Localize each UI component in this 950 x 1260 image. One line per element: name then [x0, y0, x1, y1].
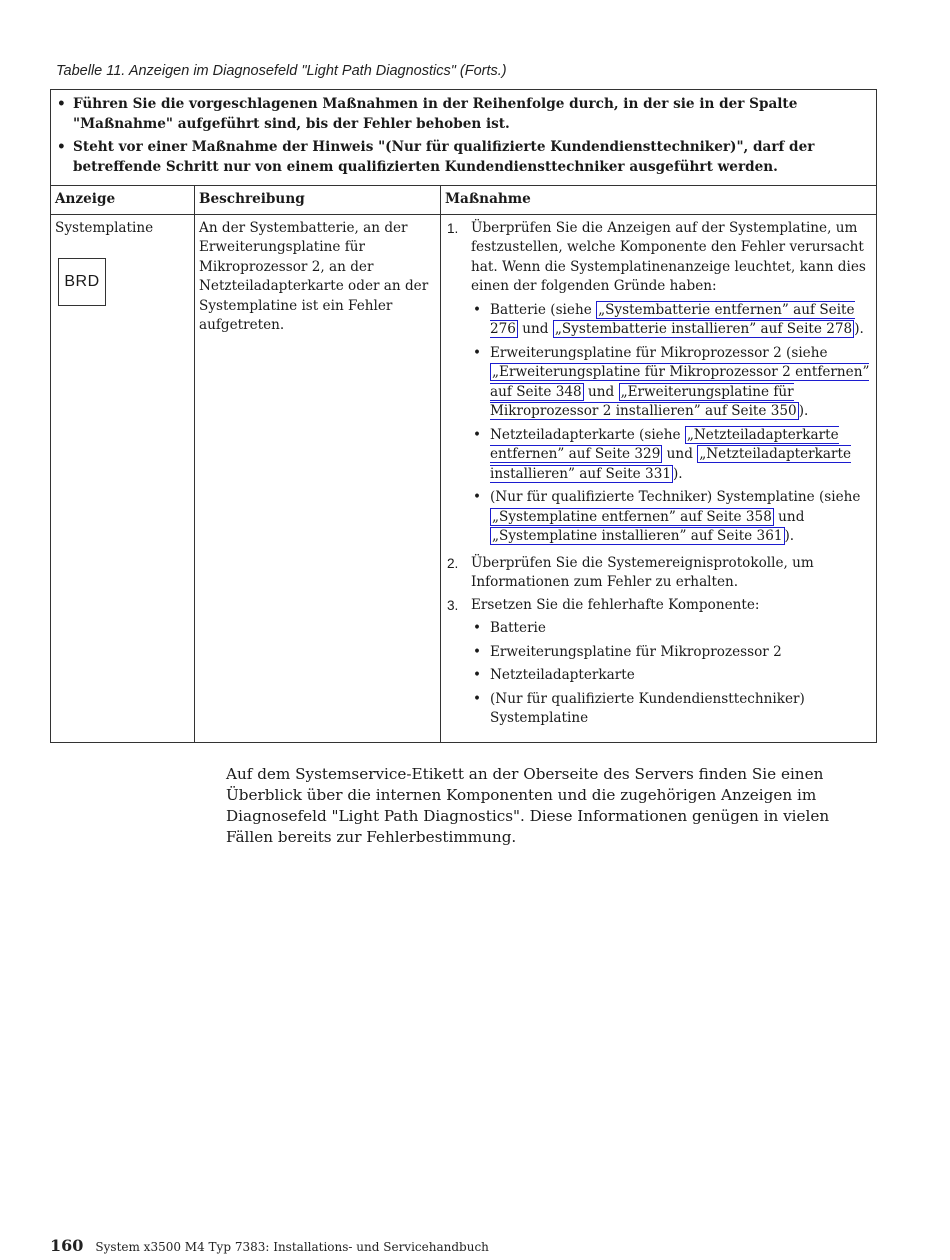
header-row — [51, 186, 877, 215]
table-row — [51, 214, 877, 742]
diagnostics-table — [50, 89, 877, 743]
item-text: und — [517, 321, 553, 337]
brd-indicator-icon — [58, 258, 106, 306]
bullet-icon: • — [473, 643, 482, 660]
list-item — [471, 426, 872, 485]
bullet-icon: • — [57, 139, 66, 155]
bullet-icon: • — [57, 96, 66, 112]
step-3 — [445, 596, 872, 733]
item-text: (Nur für qualifizierte Techniker) Systemplatine (siehe — [490, 489, 861, 505]
indicator-label: BRD — [64, 273, 100, 291]
list-item — [471, 666, 872, 686]
bullet-icon: • — [473, 690, 482, 707]
page-number: 160 — [50, 1236, 84, 1255]
note-item — [55, 138, 868, 177]
beschreibung-cell — [195, 214, 441, 742]
item-text: ). — [798, 403, 809, 419]
item-text: Erweiterungsplatine für Mikroprozessor 2 — [490, 643, 782, 660]
item-text: Batterie — [490, 620, 546, 636]
list-item — [471, 619, 872, 639]
step-text: Überprüfen Sie die Anzeigen auf der Systemplatine, um festzustellen, welche Komponente den Fehler verursacht hat. Wenn die Systemplatinenanzeige leuchtet, kann dies einen der folgenden Gründe haben: — [471, 219, 866, 294]
list-item — [471, 301, 872, 340]
header-beschreibung: Beschreibung — [195, 186, 441, 215]
bullet-icon: • — [473, 301, 482, 318]
list-item — [471, 344, 872, 422]
header-massnahme: Maßnahme — [441, 186, 877, 215]
step-number: 3. — [447, 597, 459, 613]
step-number: 1. — [447, 220, 459, 236]
item-text: Erweiterungsplatine für Mikroprozessor 2 (siehe — [490, 344, 828, 361]
bullet-icon: • — [473, 426, 482, 443]
body-paragraph: Auf dem Systemservice-Etikett an der Oberseite des Servers finden Sie einen Überblick über die internen Komponenten und die zugehörigen Anzeigen im Diagnosefeld "Light Path Diagnostics". Diese Informationen genügen in vielen Fällen bereits zur Fehlerbestimmung. — [226, 765, 830, 846]
item-text: Netzteiladapterkarte — [490, 667, 635, 683]
step-text: Ersetzen Sie die fehlerhafte Komponente: — [471, 596, 760, 613]
link-systembatterie-entfernen[interactable]: „Systembatterie entfernen” auf Seite 276 — [490, 301, 855, 337]
link-erweiterungsplatine-entfernen[interactable]: „Erweiterungsplatine für Mikroprozessor 2 entfernen” auf Seite 348 — [490, 364, 870, 400]
anzeige-label: Systemplatine — [55, 219, 154, 236]
link-systemplatine-installieren[interactable]: „Systemplatine installieren” auf Seite 361 — [492, 528, 783, 544]
bullet-icon: • — [473, 489, 482, 505]
notes-cell — [51, 90, 877, 186]
footer-text: System x3500 M4 Typ 7383: Installations- und Servicehandbuch — [95, 1240, 489, 1254]
item-text: Batterie (siehe — [490, 301, 597, 318]
page-footer — [50, 1236, 489, 1255]
step-text: Überprüfen Sie die Systemereignisprotokolle, um Informationen zum Fehler zu erhalten. — [471, 554, 814, 590]
list-item — [471, 488, 872, 547]
header-anzeige: Anzeige — [51, 186, 195, 215]
item-text: ). — [854, 321, 864, 337]
beschreibung-text: An der Systembatterie, an der Erweiterungsplatine für Mikroprozessor 2, an der Netzteiladapterkarte oder an der Systemplatine ist ein Fehler aufgetreten. — [199, 219, 429, 333]
note-item — [55, 95, 868, 134]
bullet-icon: • — [473, 620, 482, 636]
bullet-icon: • — [473, 667, 482, 683]
item-text: ). — [673, 465, 683, 482]
item-text: und — [773, 508, 805, 525]
item-text: und — [583, 383, 619, 400]
note-text: Führen Sie die vorgeschlagenen Maßnahmen in der Reihenfolge durch, in der sie in der Spalte "Maßnahme" aufgeführt sind, bis der Fehler behoben ist. — [73, 96, 798, 132]
table-caption: Tabelle 11. Anzeigen im Diagnosefeld "Light Path Diagnostics" (Forts.) — [56, 63, 507, 79]
anzeige-cell — [51, 214, 195, 742]
item-text: und — [662, 446, 698, 462]
link-systemplatine-entfernen[interactable]: „Systemplatine entfernen” auf Seite 358 — [492, 508, 772, 525]
step-number: 2. — [447, 555, 459, 571]
list-item — [471, 643, 872, 663]
item-text: Netzteiladapterkarte (siehe — [490, 426, 685, 443]
step-1 — [445, 219, 872, 551]
item-text: (Nur für qualifizierte Kundendiensttechniker) Systemplatine — [490, 690, 805, 726]
item-text: ). — [784, 528, 795, 544]
link-systembatterie-installieren[interactable]: „Systembatterie installieren” auf Seite 278 — [554, 321, 853, 337]
step-2 — [445, 554, 872, 593]
link-erweiterungsplatine-installieren[interactable]: „Erweiterungsplatine für Mikroprozessor 2 installieren” auf Seite 350 — [490, 383, 797, 419]
massnahme-cell — [441, 214, 877, 742]
bullet-icon: • — [473, 344, 482, 361]
note-text: Steht vor einer Maßnahme der Hinweis "(Nur für qualifizierte Kundendiensttechniker)", darf der betreffende Schritt nur von einem qualifizierten Kundendiensttechniker ausgeführt werden. — [73, 139, 815, 175]
notes-row — [51, 90, 877, 186]
link-netzteiladapterkarte-installieren[interactable]: „Netzteiladapterkarte installieren” auf Seite 331 — [490, 446, 851, 482]
list-item — [471, 690, 872, 729]
link-netzteiladapterkarte-entfernen[interactable]: „Netzteiladapterkarte entfernen” auf Seite 329 — [490, 426, 839, 462]
